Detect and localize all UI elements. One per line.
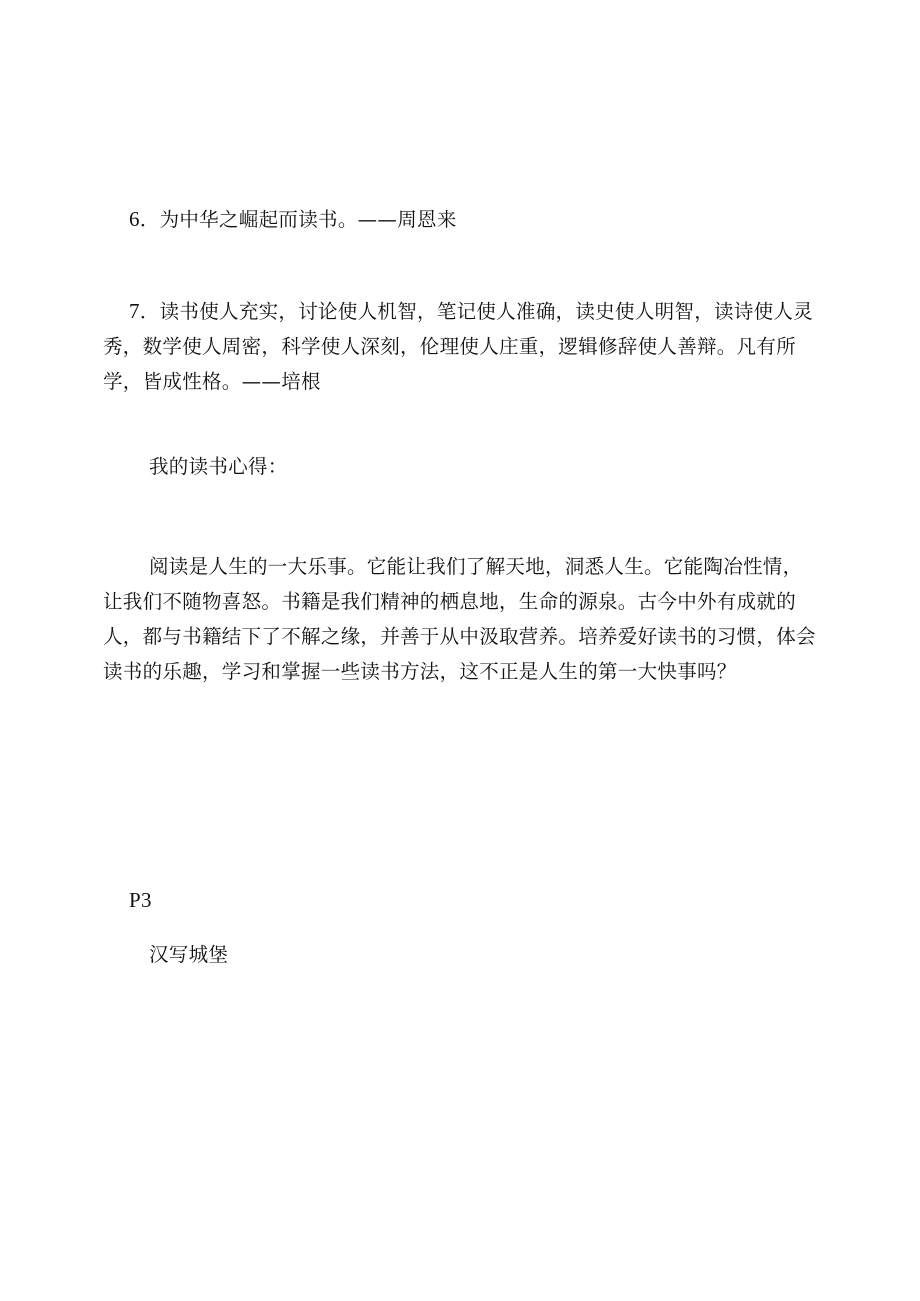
page-label-text: P3: [129, 888, 152, 912]
quote-text: ．为中华之崛起而读书。——周恩来: [139, 208, 457, 231]
quote-item-7: [103, 259, 820, 434]
section-heading: 我的读书心得：: [149, 455, 288, 478]
quote-number: 7: [129, 299, 140, 323]
quote-text: ．读书使人充实，讨论使人机智，笔记使人准确，读史使人明智，读诗使人灵秀，数学使人周密，科学使人深刻，伦理使人庄重，逻辑修辞使人善辩。凡有所学，皆成性格。——培根: [103, 300, 814, 393]
section-title: 汉写城堡: [149, 943, 229, 966]
quote-number: 6: [129, 207, 140, 231]
quote-item-6: [103, 167, 820, 272]
reflection-paragraph: 阅读是人生的一大乐事。它能让我们了解天地，洞悉人生。它能陶冶性情，让我们不随物喜怒。书籍是我们精神的栖息地，生命的源泉。古今中外有成就的人，都与书籍结下了不解之缘，并善于从中汲取营养。培养爱好读书的习惯，体会读书的乐趣，学习和掌握一些读书方法，这不正是人生的第一大快事吗？: [103, 555, 816, 683]
